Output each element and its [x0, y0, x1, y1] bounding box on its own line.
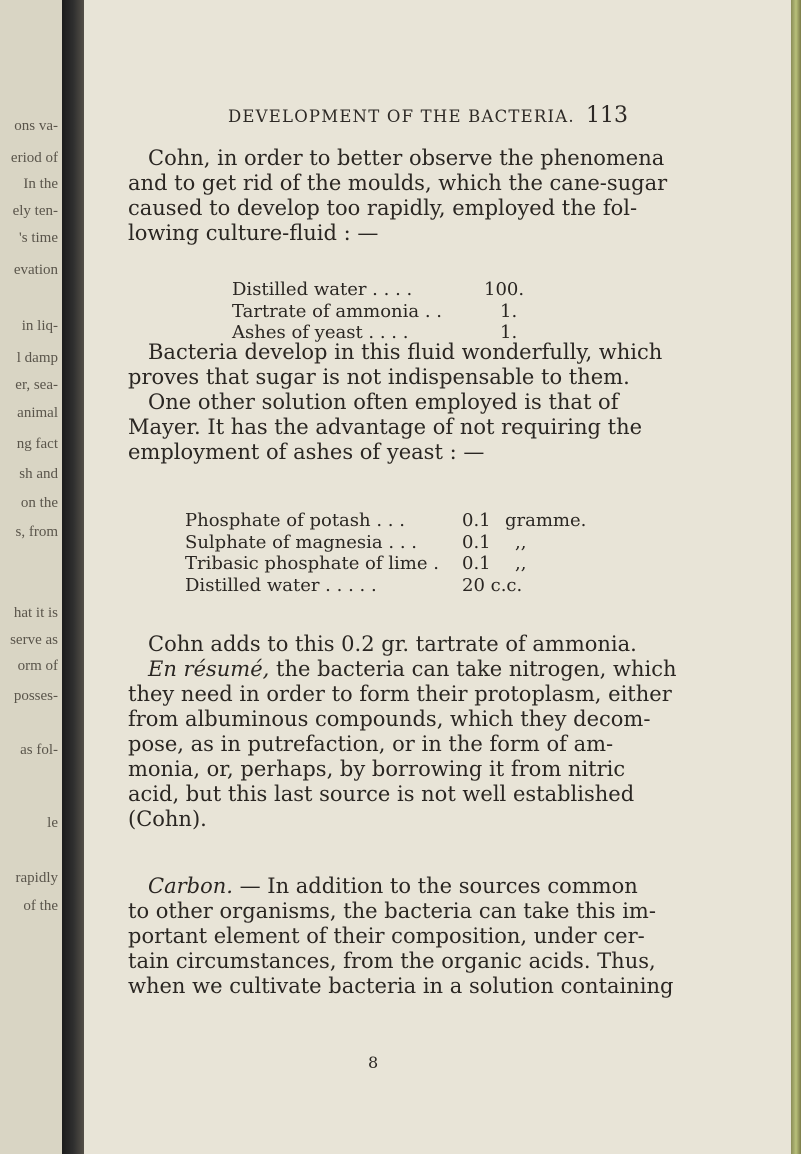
page-edge	[791, 0, 801, 1154]
ingredient-label: Distilled water . . . .	[232, 279, 413, 300]
text-line: employment of ashes of yeast : —	[128, 440, 485, 464]
facing-fragment: s, from	[15, 524, 58, 540]
book-gutter	[62, 0, 84, 1154]
facing-fragment: eriod of	[10, 150, 58, 166]
text-line: pose, as in putrefaction, or in the form of am-	[128, 732, 614, 756]
signature-mark: 8	[368, 1053, 379, 1072]
text-line: One other solution often employed is that of	[148, 390, 619, 414]
facing-fragment: er, sea-	[15, 377, 58, 393]
running-head-title: DEVELOPMENT OF THE BACTERIA.	[228, 107, 575, 126]
text-line: tain circumstances, from the organic acids. Thus,	[128, 949, 656, 973]
text-line	[128, 874, 673, 899]
facing-fragment: on the	[20, 495, 58, 511]
ingredient-label: Sulphate of magnesia . . .	[185, 531, 417, 553]
text-line: acid, but this last source is not well established	[128, 782, 635, 806]
text-line	[128, 657, 677, 682]
text-span: — In addition to the sources common	[232, 874, 638, 898]
text-line: caused to develop too rapidly, employed the fol-	[128, 196, 638, 220]
text-line: proves that sugar is not indispensable to them.	[128, 365, 630, 389]
text-line: to other organisms, the bacteria can take this im-	[128, 899, 656, 923]
ingredient-label: Distilled water . . . . .	[185, 574, 377, 596]
facing-fragment: ng fact	[16, 436, 58, 452]
ingredient-value: 100.	[484, 279, 525, 300]
facing-fragment: as fol-	[20, 742, 58, 758]
facing-fragment: In the	[23, 176, 58, 192]
paragraph-carbon	[128, 874, 673, 999]
facing-fragment: of the	[23, 898, 58, 914]
ingredient-value: 20 c.c.	[462, 574, 523, 596]
running-head	[228, 103, 628, 131]
text-line: (Cohn).	[128, 807, 207, 831]
ingredient-label: Tartrate of ammonia . .	[232, 300, 443, 322]
facing-fragment: evation	[13, 262, 58, 278]
paragraph-bacteria	[128, 340, 662, 465]
ingredient-label: Phosphate of potash . . .	[185, 510, 405, 531]
facing-fragment: le	[47, 815, 58, 831]
facing-fragment: l damp	[16, 350, 58, 366]
text-line: when we cultivate bacteria in a solution containing	[128, 974, 674, 998]
paragraph-nitrogen	[128, 632, 677, 832]
text-line: Mayer. It has the advantage of not requiring the	[128, 415, 643, 439]
text-line: lowing culture-fluid : —	[128, 221, 379, 245]
text-line: Cohn adds to this 0.2 gr. tartrate of ammonia.	[148, 632, 637, 656]
ingredient-unit: ,,	[515, 531, 527, 553]
text-line: they need in order to form their protoplasm, either	[128, 682, 672, 706]
text-line: monia, or, perhaps, by borrowing it from nitric	[128, 757, 626, 781]
facing-fragment: ons va-	[14, 118, 58, 134]
ingredient-value: 1.	[500, 300, 518, 322]
paragraph-intro	[128, 146, 667, 246]
facing-fragment: ely ten-	[12, 203, 58, 219]
text-line: from albuminous compounds, which they decom-	[128, 707, 651, 731]
ingredient-value: 0.1	[462, 510, 491, 531]
page-number: 113	[586, 103, 628, 128]
facing-fragment: orm of	[17, 658, 58, 674]
text-line: Bacteria develop in this fluid wonderfully, which	[148, 340, 663, 364]
text-span: the bacteria can take nitrogen, which	[269, 657, 677, 681]
facing-fragment: hat it is	[13, 605, 58, 621]
facing-fragment: animal	[17, 405, 58, 421]
section-heading: Carbon.	[148, 874, 233, 898]
ingredient-value: 1.	[500, 322, 518, 343]
ingredient-value: 0.1	[462, 531, 491, 553]
text-line: and to get rid of the moulds, which the cane-sugar	[128, 171, 668, 195]
italic-phrase: En résumé,	[148, 657, 270, 681]
facing-fragment: serve as	[10, 632, 58, 648]
ingredient-unit: gramme.	[505, 510, 587, 531]
facing-fragment: sh and	[19, 466, 58, 482]
facing-fragment: 's time	[19, 230, 58, 246]
ingredient-unit: ,,	[515, 553, 527, 574]
text-line: portant element of their composition, under cer-	[128, 924, 645, 948]
facing-page-bleed	[0, 0, 62, 1154]
facing-fragment: posses-	[13, 688, 58, 704]
facing-fragment: rapidly	[15, 870, 58, 886]
ingredient-label: Tribasic phosphate of lime .	[185, 553, 439, 574]
text-line: Cohn, in order to better observe the phenomena	[148, 146, 665, 170]
facing-fragment: in liq-	[21, 318, 58, 334]
ingredient-label: Ashes of yeast . . . .	[232, 322, 409, 343]
ingredient-value: 0.1	[462, 553, 491, 574]
